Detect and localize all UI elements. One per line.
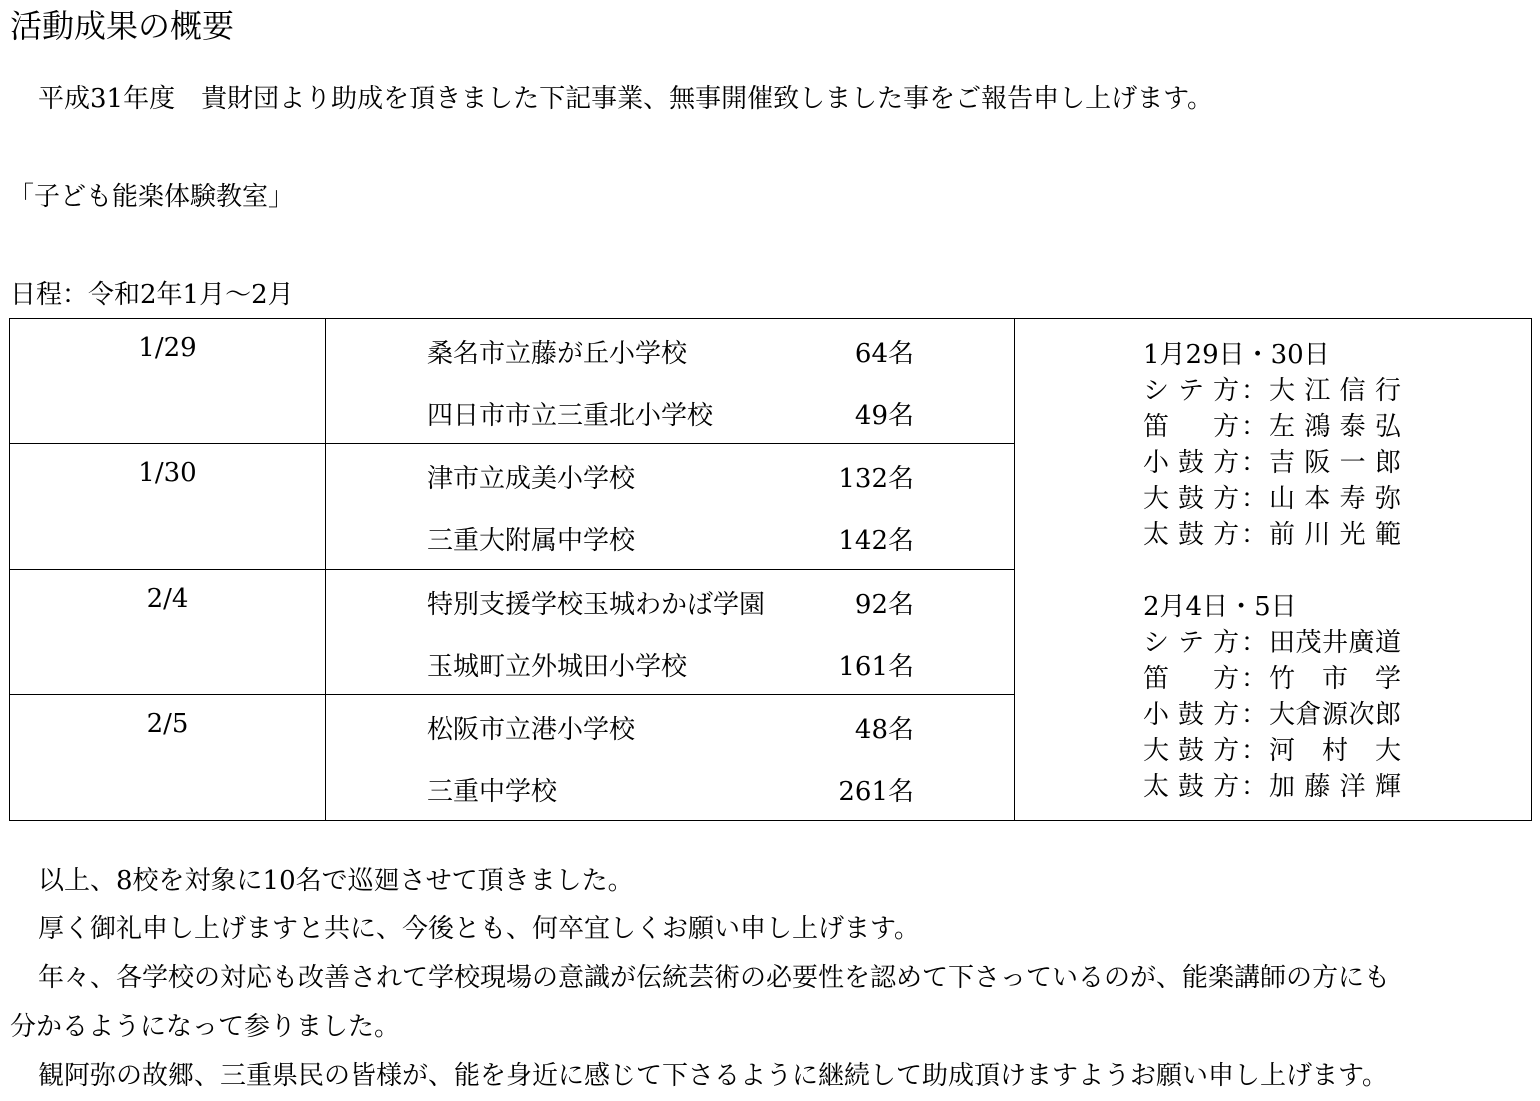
- performer-row: [1143, 625, 1401, 661]
- performer-name: 吉 阪 一 郎: [1269, 448, 1401, 478]
- page-title: 活動成果の概要: [10, 7, 235, 45]
- list-item: [326, 381, 1014, 443]
- separator: ：: [1240, 700, 1267, 730]
- performer-group: [1143, 589, 1401, 805]
- event-title: 「子ども能楽体験教室」: [8, 182, 295, 212]
- separator: ：: [1240, 736, 1267, 766]
- table-row: [10, 319, 1532, 444]
- school-name: 三重中学校: [427, 777, 558, 807]
- school-name: 桑名市立藤が丘小学校: [427, 339, 688, 369]
- participant-count: 132名: [838, 464, 914, 494]
- performer-role: 笛 方: [1143, 664, 1239, 694]
- participant-count: 142名: [838, 526, 914, 556]
- separator: ：: [1240, 628, 1267, 658]
- performer-row: [1143, 697, 1401, 733]
- school-name: 玉城町立外城田小学校: [427, 652, 688, 682]
- performer-name: 大 江 信 行: [1269, 376, 1401, 406]
- performer-group: [1143, 337, 1401, 553]
- performer-role: 小 鼓 方: [1143, 448, 1239, 478]
- performance-dates: 1月29日・30日: [1143, 340, 1330, 370]
- performance-dates: 2月4日・5日: [1143, 592, 1297, 622]
- performer-name: 田茂井廣道: [1269, 628, 1401, 658]
- performer-role: シ テ 方: [1143, 628, 1239, 658]
- closing-line: 観阿弥の故郷、三重県民の皆様が、能を身近に感じて下さるように継続して助成頂けますようお願い申し上げます。: [38, 1061, 1388, 1091]
- schools-cell: [326, 444, 1015, 570]
- performer-role: 太 鼓 方: [1143, 520, 1239, 550]
- performer-role: 太 鼓 方: [1143, 772, 1239, 802]
- schedule-label: 日程：令和2年1月～2月: [10, 280, 294, 310]
- date-cell: 2/5: [10, 695, 326, 821]
- performer-name: 大倉源次郎: [1269, 700, 1401, 730]
- closing-line: 以上、8校を対象に10名で巡廻させて頂きました。: [38, 866, 634, 896]
- date-cell: 1/29: [10, 319, 326, 444]
- performer-name: 竹 市 学: [1269, 664, 1401, 694]
- schools-cell: [326, 570, 1015, 695]
- performer-name: 左 鴻 泰 弘: [1269, 412, 1401, 442]
- performer-name: 加 藤 洋 輝: [1269, 772, 1401, 802]
- performer-name: 河 村 大: [1269, 736, 1401, 766]
- performer-row: [1143, 445, 1401, 481]
- performer-role: シ テ 方: [1143, 376, 1239, 406]
- separator: ：: [1240, 448, 1267, 478]
- date-cell: 1/30: [10, 444, 326, 570]
- performer-role: 笛 方: [1143, 412, 1239, 442]
- list-item: [326, 695, 1014, 757]
- performer-name: 山 本 寿 弥: [1269, 484, 1401, 514]
- schools-cell: [326, 319, 1015, 444]
- participant-count: 261名: [838, 777, 914, 807]
- participant-count: 161名: [838, 652, 914, 682]
- performer-role: 大 鼓 方: [1143, 736, 1239, 766]
- list-item: [326, 632, 1014, 694]
- performer-row: [1143, 481, 1401, 517]
- schedule-table: [9, 318, 1532, 821]
- separator: ：: [1240, 484, 1267, 514]
- school-name: 特別支援学校玉城わかば学園: [427, 590, 766, 620]
- date-cell: 2/4: [10, 570, 326, 695]
- performer-name: 前 川 光 範: [1269, 520, 1401, 550]
- participant-count: 64名: [854, 339, 914, 369]
- closing-line: 分かるようになって参りました。: [10, 1012, 401, 1042]
- school-name: 三重大附属中学校: [427, 526, 636, 556]
- separator: ：: [1240, 772, 1267, 802]
- participant-count: 92名: [854, 590, 914, 620]
- performers-cell: [1015, 319, 1532, 821]
- separator: ：: [1240, 520, 1267, 550]
- performer-row: [1143, 517, 1401, 553]
- list-item: [326, 757, 1014, 819]
- intro-paragraph: 平成31年度 貴財団より助成を頂きました下記事業、無事開催致しました事をご報告申し上げます。: [38, 84, 1214, 114]
- list-item: [326, 570, 1014, 632]
- performer-row: [1143, 661, 1401, 697]
- list-item: [326, 506, 1014, 568]
- separator: ：: [1240, 376, 1267, 406]
- school-name: 津市立成美小学校: [427, 464, 636, 494]
- closing-line: 厚く御礼申し上げますと共に、今後とも、何卒宜しくお願い申し上げます。: [38, 914, 920, 944]
- performer-row: [1143, 733, 1401, 769]
- list-item: [326, 444, 1014, 506]
- performer-row: [1143, 769, 1401, 805]
- performer-role: 小 鼓 方: [1143, 700, 1239, 730]
- schools-cell: [326, 695, 1015, 821]
- school-name: 松阪市立港小学校: [427, 715, 636, 745]
- closing-line: 年々、各学校の対応も改善されて学校現場の意識が伝統芸術の必要性を認めて下さっているのが、能楽講師の方にも: [38, 963, 1391, 993]
- performer-role: 大 鼓 方: [1143, 484, 1239, 514]
- participant-count: 48名: [854, 715, 914, 745]
- separator: ：: [1240, 412, 1267, 442]
- performer-row: [1143, 373, 1401, 409]
- performer-row: [1143, 409, 1401, 445]
- school-name: 四日市市立三重北小学校: [427, 401, 714, 431]
- separator: ：: [1240, 664, 1267, 694]
- list-item: [326, 319, 1014, 381]
- participant-count: 49名: [854, 401, 914, 431]
